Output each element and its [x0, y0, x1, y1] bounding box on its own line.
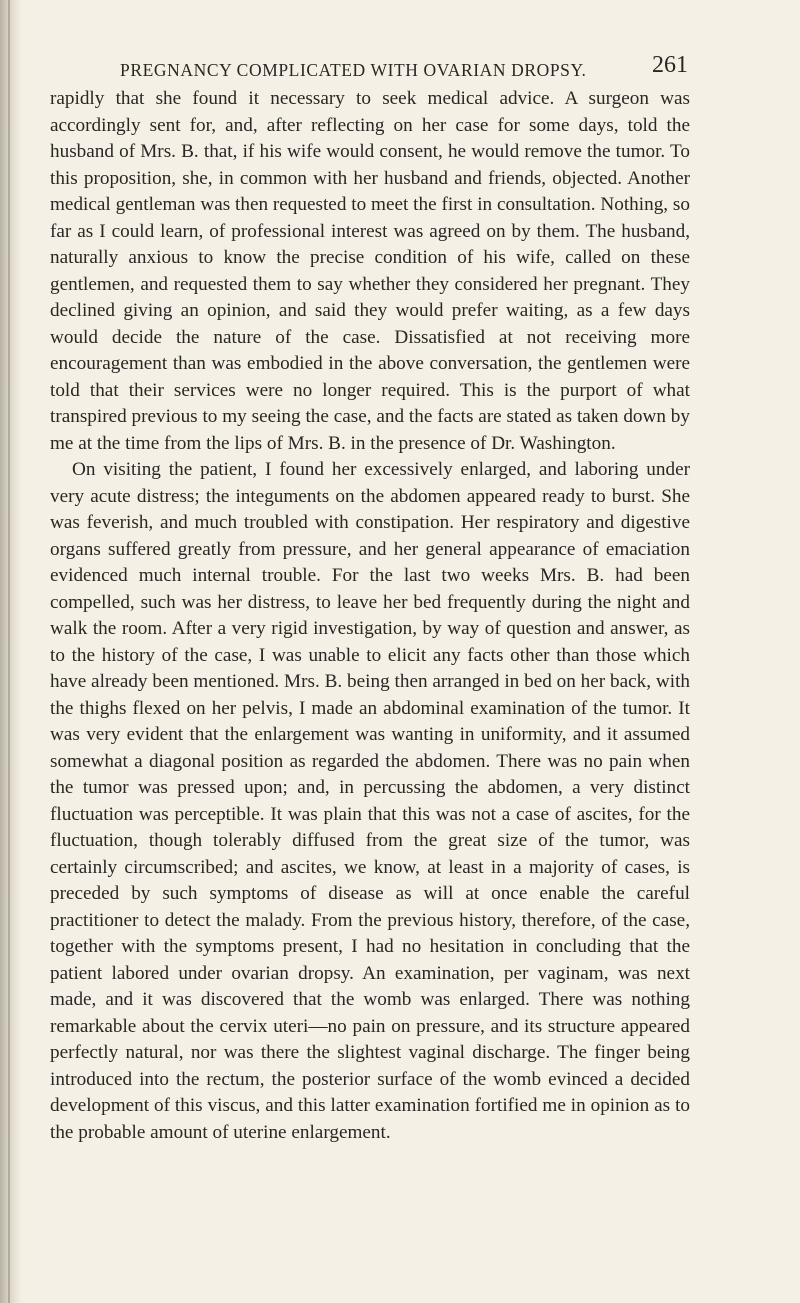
paragraph-1: rapidly that she found it necessary to seek medical advice. A surgeon was accordingly sent for, and, after reflecting on her case for some days, told the husband of Mrs. B. that, if his wife would consent, he would remove the tumor. To this proposition, she, in common with her husband and friends, objected. Another medical gentleman was then requested to meet the first in consultation. Nothing, so far as I could learn, of professional interest was agreed on by them. The husband, naturally anxious to know the precise condition of his wife, called on these gentlemen, and requested them to say whether they considered her pregnant. They declined giving an opinion, and said they would prefer waiting, as a few days would decide the nature of the case. Dissatisfied at not receiving more encouragement than was embodied in the above conversation, the gentlemen were told that their services were no longer required. This is the purport of what transpired previous to my seeing the case, and the facts are stated as taken down by me at the time from the lips of Mrs. B. in the presence of Dr. Washington. — [50, 88, 690, 454]
body-text — [50, 86, 690, 1146]
paragraph-2: On visiting the patient, I found her excessively enlarged, and laboring under very acute distress; the integuments on the abdomen appeared ready to burst. She was feverish, and much troubled with constipation. Her respiratory and digestive organs suffered greatly from pressure, and her general appearance of emaciation evidenced much internal trouble. For the last two weeks Mrs. B. had been compelled, such was her distress, to leave her bed frequently during the night and walk the room. After a very rigid investigation, by way of question and answer, as to the history of the case, I was unable to elicit any facts other than those which have already been mentioned. Mrs. B. being then arranged in bed on her back, with the thighs flexed on her pelvis, I made an abdominal examination of the tumor. It was very evident that the enlargement was wanting in uniformity, and it assumed somewhat a diagonal position as regarded the abdomen. There was no pain when the tumor was pressed upon; and, in percussing the abdomen, a very distinct fluctuation was perceptible. It was plain that this was not a case of ascites, for the fluctuation, though tolerably diffused from the great size of the tumor, was certainly circumscribed; and ascites, we know, at least in a majority of cases, is preceded by such symptoms of disease as will at once enable the careful practitioner to detect the malady. From the previous history, therefore, of the case, together with the symptoms present, I had no hesitation in concluding that the patient labored under ovarian dropsy. An examination, per vaginam, was next made, and it was discovered that the womb was enlarged. There was nothing remarkable about the cervix uteri—no pain on pressure, and its structure appeared perfectly natural, nor was there the slightest vaginal discharge. The finger being introduced into the rectum, the posterior surface of the womb evinced a decided development of this viscus, and this latter examination fortified me in opinion as to the probable amount of uterine enlargement. — [50, 459, 690, 1143]
binding-line — [8, 0, 10, 1303]
running-head — [120, 48, 688, 88]
page-number: 261 — [652, 52, 688, 78]
binding-edge — [0, 0, 22, 1303]
running-title: PREGNANCY COMPLICATED WITH OVARIAN DROPSY. — [120, 60, 587, 80]
